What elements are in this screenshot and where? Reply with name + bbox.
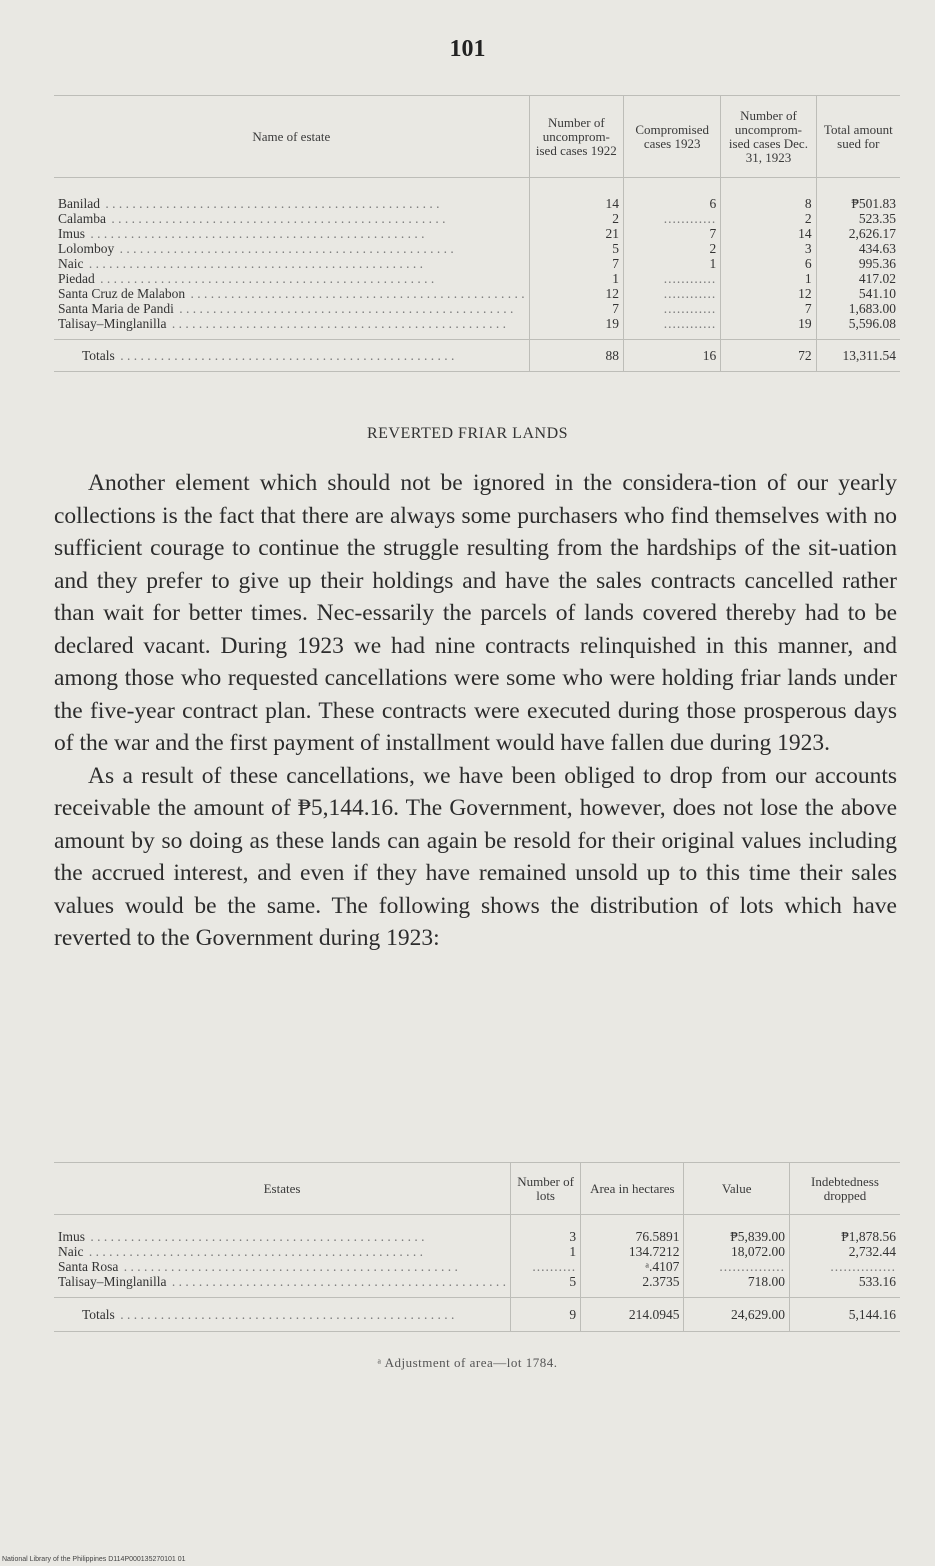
- table-cell: 12: [798, 286, 812, 301]
- table-cell: 7: [709, 226, 717, 241]
- totals2-lots: 9: [511, 1298, 581, 1332]
- table-cell: 7: [612, 256, 620, 271]
- table-cell: 6: [709, 196, 717, 211]
- table-cell: 533.16: [858, 1274, 896, 1289]
- totals-compromised-1923: 16: [624, 340, 721, 372]
- table-row-label: Calamba . . .: [58, 211, 525, 226]
- uncompromised-dec-1923-column: [721, 178, 816, 340]
- table-cell: ............: [663, 271, 717, 286]
- table-cell: ₱501.83: [851, 196, 896, 211]
- table-cell: ............: [663, 211, 717, 226]
- table-row-label: Santa Cruz de Malabon . . .: [58, 286, 525, 301]
- table-cell: 2,626.17: [848, 226, 896, 241]
- header-compromised-1923: Compromised cases 1923: [624, 96, 721, 178]
- table-cell: 1: [569, 1244, 577, 1259]
- library-imprint: National Library of the Philippines D114P000135270101 01: [2, 1556, 186, 1563]
- totals-row-label: Totals . . .: [54, 340, 529, 372]
- table-cell: 1,683.00: [848, 301, 896, 316]
- table-row-label: Imus . . .: [58, 1229, 506, 1244]
- table-cell: 8: [804, 196, 812, 211]
- header-total-amount: Total amount sued for: [816, 96, 900, 178]
- totals2-row-label: Totals . . .: [54, 1298, 511, 1332]
- table-row-label: Naic . . .: [58, 256, 525, 271]
- table-cell: 2: [612, 211, 620, 226]
- table-cell: ᵃ.4107: [645, 1259, 680, 1274]
- table-cell: 417.02: [858, 271, 896, 286]
- table-cell: ..........: [532, 1259, 577, 1274]
- table-cell: 3: [804, 241, 812, 256]
- header-indebtedness-dropped: Indebtedness dropped: [789, 1163, 900, 1215]
- table-row-label: Piedad . . .: [58, 271, 525, 286]
- table-cell: 995.36: [858, 256, 896, 271]
- table-row-label: Imus . . .: [58, 226, 525, 241]
- compromised-1923-column: [624, 178, 721, 340]
- table-cell: 7: [612, 301, 620, 316]
- table-cell: 7: [804, 301, 812, 316]
- table-row-label: Lolomboy . . .: [58, 241, 525, 256]
- uncompromised-cases-table: [54, 95, 900, 372]
- table-cell: 5: [612, 241, 620, 256]
- table-cell: 14: [798, 226, 812, 241]
- totals2-value: 24,629.00: [684, 1298, 790, 1332]
- uncompromised-1922-column: [529, 178, 623, 340]
- table-row-label: Banilad . . .: [58, 196, 525, 211]
- table-row-label: Talisay–Minglanilla . . .: [58, 316, 525, 331]
- header-uncompromised-1922: Number of uncomprom-ised cases 1922: [529, 96, 623, 178]
- estate-names-column: [54, 178, 529, 340]
- table-cell: ...............: [830, 1259, 896, 1274]
- table-cell: 2: [709, 241, 717, 256]
- estates-column: [54, 1215, 511, 1298]
- totals2-area: 214.0945: [581, 1298, 684, 1332]
- table-cell: 18,072.00: [730, 1244, 785, 1259]
- table-cell: ...............: [719, 1259, 785, 1274]
- table-row-label: Santa Rosa . . .: [58, 1259, 506, 1274]
- section-heading: REVERTED FRIAR LANDS: [366, 425, 569, 442]
- total-amount-column: [816, 178, 900, 340]
- table-cell: 14: [605, 196, 620, 211]
- header-estates: Estates: [54, 1163, 511, 1215]
- table-cell: 3: [569, 1229, 577, 1244]
- table-cell: 5: [569, 1274, 577, 1289]
- table-cell: 19: [798, 316, 812, 331]
- totals-total-amount: 13,311.54: [816, 340, 900, 372]
- value-column: [684, 1215, 790, 1298]
- indebtedness-column: [789, 1215, 900, 1298]
- table-cell: 76.5891: [635, 1229, 680, 1244]
- table-cell: 2: [804, 211, 812, 226]
- table-cell: ............: [663, 286, 717, 301]
- table-cell: 541.10: [858, 286, 896, 301]
- header-value: Value: [684, 1163, 790, 1215]
- table-cell: 1: [612, 271, 620, 286]
- table-cell: 1: [709, 256, 717, 271]
- table-cell: 5,596.08: [848, 316, 896, 331]
- table-cell: 19: [605, 316, 620, 331]
- area-column: [581, 1215, 684, 1298]
- page-number: 101: [449, 36, 486, 62]
- header-number-of-lots: Number of lots: [511, 1163, 581, 1215]
- table-cell: 718.00: [747, 1274, 785, 1289]
- reverted-lots-table: [54, 1162, 900, 1332]
- table-cell: 6: [804, 256, 812, 271]
- header-area-in-hectares: Area in hectares: [581, 1163, 684, 1215]
- table-row-label: Santa Maria de Pandi . . .: [58, 301, 525, 316]
- table-cell: 2,732.44: [848, 1244, 896, 1259]
- table-cell: ............: [663, 301, 717, 316]
- table-cell: 134.7212: [628, 1244, 680, 1259]
- table-cell: 1: [804, 271, 812, 286]
- table-cell: 523.35: [858, 211, 896, 226]
- table-cell: ............: [663, 316, 717, 331]
- body-text: [54, 467, 897, 955]
- lots-column: [511, 1215, 581, 1298]
- paragraph-1: Another element which should not be ignored in the considera-tion of our yearly collections is the fact that there are always some purchasers who find themselves with no sufficient courage to continue the struggle resulting from the hardships of the sit-uation and they prefer to give up their holdings and have the sales contracts cancelled rather than wait for better times. Nec-essarily the parcels of lands covered thereby had to be declared vacant. During 1923 we had nine contracts relinquished in this manner, and among those who requested cancellations were some who were holding friar lands under the five-year contract plan. These contracts were executed during those prosperous days of the war and the first payment of installment would have fallen due during 1923.: [54, 470, 897, 756]
- table-cell: 434.63: [858, 241, 896, 256]
- table-cell: 21: [605, 226, 620, 241]
- header-uncompromised-dec-1923: Number of uncomprom-ised cases Dec. 31, 1923: [721, 96, 816, 178]
- footnote: ᵃ Adjustment of area—lot 1784.: [377, 1355, 558, 1370]
- totals-uncompromised-dec-1923: 72: [721, 340, 816, 372]
- table-cell: ₱1,878.56: [841, 1229, 896, 1244]
- table-cell: 12: [605, 286, 620, 301]
- paragraph-2: As a result of these cancellations, we have been obliged to drop from our accounts receivable the amount of ₱5,144.16. The Government, however, does not lose the above amount by so doing as these lands can again be resold for their original values including the accrued interest, and even if they have remained unsold up to this time their sales values would be the same. The following shows the distribution of lots which have reverted to the Government during 1923:: [54, 762, 897, 951]
- table-row-label: Naic . . .: [58, 1244, 506, 1259]
- table-cell: 2.3735: [642, 1274, 680, 1289]
- table-cell: ₱5,839.00: [730, 1229, 785, 1244]
- header-name-of-estate: Name of estate: [54, 96, 529, 178]
- totals-uncompromised-1922: 88: [529, 340, 623, 372]
- totals2-indebtedness: 5,144.16: [789, 1298, 900, 1332]
- table-row-label: Talisay–Minglanilla . . .: [58, 1274, 506, 1289]
